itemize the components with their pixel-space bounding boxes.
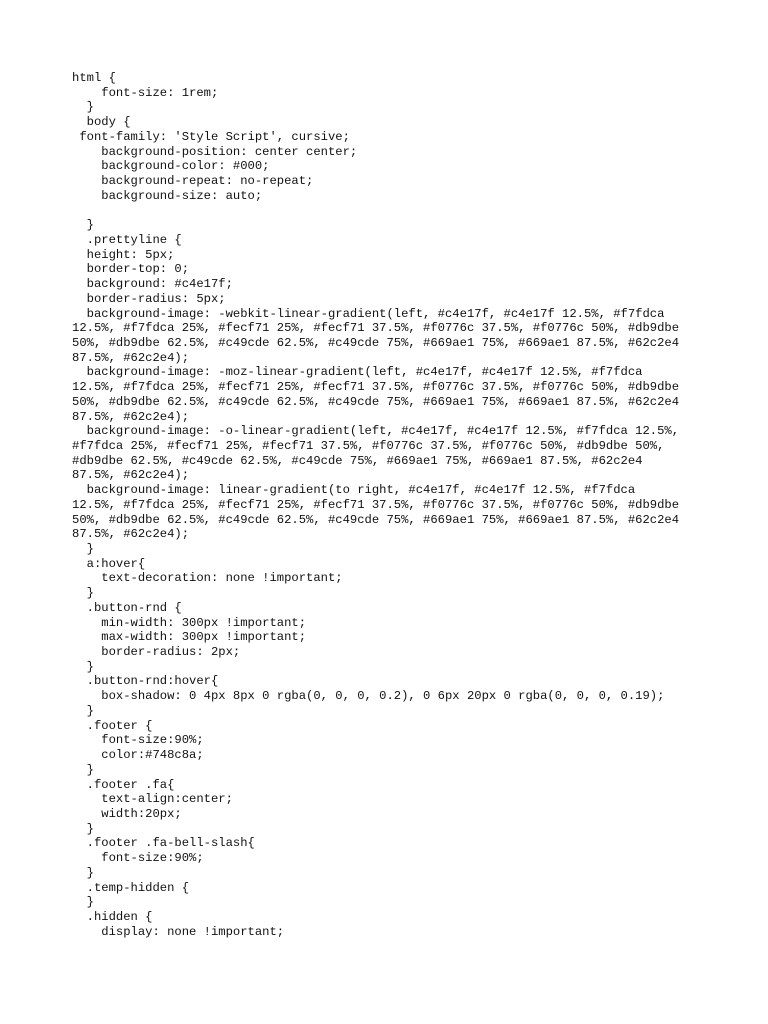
code-line: background-repeat: no-repeat;: [72, 174, 314, 189]
code-line: #f7fdca 25%, #fecf71 25%, #fecf71 37.5%, #f0776c 37.5%, #f0776c 50%, #db9dbe 50%,: [72, 438, 665, 453]
code-line: .hidden {: [72, 909, 153, 924]
code-line: background-image: linear-gradient(to right, #c4e17f, #c4e17f 12.5%, #f7fdca: [72, 483, 636, 498]
code-line: .footer {: [72, 718, 153, 733]
code-line: 50%, #db9dbe 62.5%, #c49cde 62.5%, #c49cde 75%, #669ae1 75%, #669ae1 87.5%, #62c2e4: [72, 335, 680, 350]
code-line: 12.5%, #f7fdca 25%, #fecf71 25%, #fecf71 37.5%, #f0776c 37.5%, #f0776c 50%, #db9dbe: [72, 321, 680, 336]
code-line: }: [72, 659, 94, 674]
code-line: font-family: 'Style Script', cursive;: [72, 129, 350, 144]
code-line: 87.5%, #62c2e4);: [72, 409, 190, 424]
code-line: min-width: 300px !important;: [72, 615, 307, 630]
code-line: 87.5%, #62c2e4);: [72, 350, 190, 365]
code-line: 12.5%, #f7fdca 25%, #fecf71 25%, #fecf71 37.5%, #f0776c 37.5%, #f0776c 50%, #db9dbe: [72, 497, 680, 512]
code-line: border-top: 0;: [72, 262, 190, 277]
code-line: }: [72, 218, 94, 233]
code-line: html {: [72, 71, 116, 85]
code-line: text-align:center;: [72, 792, 233, 807]
code-line: body {: [72, 115, 131, 130]
code-line: 87.5%, #62c2e4);: [72, 468, 190, 483]
code-line: }: [72, 895, 94, 910]
code-line: .button-rnd:hover{: [72, 674, 219, 689]
code-line: background-position: center center;: [72, 144, 358, 159]
code-line: }: [72, 586, 94, 601]
code-line: }: [72, 821, 94, 836]
code-line: #db9dbe 62.5%, #c49cde 62.5%, #c49cde 75%, #669ae1 75%, #669ae1 87.5%, #62c2e4: [72, 453, 643, 468]
code-line: font-size:90%;: [72, 733, 204, 748]
code-line: color:#748c8a;: [72, 748, 204, 763]
code-line: .footer .fa{: [72, 777, 175, 792]
code-line: background-image: -moz-linear-gradient(left, #c4e17f, #c4e17f 12.5%, #f7fdca: [72, 365, 643, 380]
code-line: border-radius: 2px;: [72, 645, 241, 660]
css-code-listing: [72, 71, 712, 939]
code-line: font-size:90%;: [72, 851, 204, 866]
code-line: text-decoration: none !important;: [72, 571, 343, 586]
code-line: background: #c4e17f;: [72, 277, 233, 292]
code-line: background-color: #000;: [72, 159, 270, 174]
code-line: height: 5px;: [72, 247, 175, 262]
code-line: .footer .fa-bell-slash{: [72, 836, 255, 851]
code-line: }: [72, 865, 94, 880]
code-line: 50%, #db9dbe 62.5%, #c49cde 62.5%, #c49cde 75%, #669ae1 75%, #669ae1 87.5%, #62c2e4: [72, 512, 680, 527]
code-line: }: [72, 762, 94, 777]
code-line: .temp-hidden {: [72, 880, 190, 895]
code-line: background-image: -webkit-linear-gradient(left, #c4e17f, #c4e17f 12.5%, #f7fdca: [72, 306, 665, 321]
code-line: max-width: 300px !important;: [72, 630, 307, 645]
code-line: 87.5%, #62c2e4);: [72, 527, 190, 542]
code-line: a:hover{: [72, 556, 146, 571]
code-line: [72, 203, 712, 218]
code-line: background-image: -o-linear-gradient(left, #c4e17f, #c4e17f 12.5%, #f7fdca 12.5%,: [72, 424, 680, 439]
code-line: .button-rnd {: [72, 600, 182, 615]
code-line: }: [72, 703, 94, 718]
code-line: }: [72, 100, 94, 115]
code-line: box-shadow: 0 4px 8px 0 rgba(0, 0, 0, 0.2), 0 6px 20px 0 rgba(0, 0, 0, 0.19);: [72, 689, 665, 704]
code-line: }: [72, 542, 94, 556]
code-line: 12.5%, #f7fdca 25%, #fecf71 25%, #fecf71 37.5%, #f0776c 37.5%, #f0776c 50%, #db9dbe: [72, 380, 680, 395]
code-line: font-size: 1rem;: [72, 85, 219, 100]
code-line: .prettyline {: [72, 232, 182, 247]
code-line: display: none !important;: [72, 924, 285, 939]
code-line: border-radius: 5px;: [72, 291, 226, 306]
code-line: background-size: auto;: [72, 188, 263, 203]
code-line: 50%, #db9dbe 62.5%, #c49cde 62.5%, #c49cde 75%, #669ae1 75%, #669ae1 87.5%, #62c2e4: [72, 394, 680, 409]
code-line: width:20px;: [72, 806, 182, 821]
